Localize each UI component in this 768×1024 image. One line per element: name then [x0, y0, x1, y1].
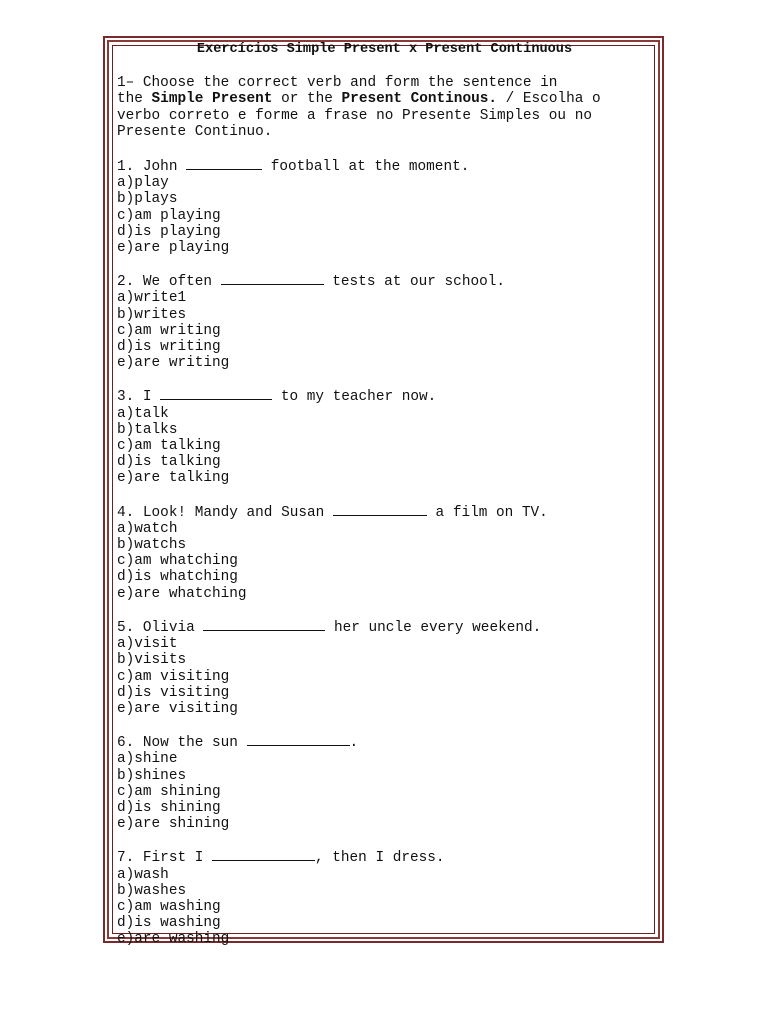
option-e[interactable]: e)are talking — [117, 470, 230, 487]
question-text-before: 2. We often — [117, 274, 221, 291]
option-d[interactable]: d)is playing — [117, 223, 221, 240]
instructions — [117, 75, 652, 140]
option-d[interactable]: d)is talking — [117, 454, 221, 471]
question-2 — [117, 272, 652, 371]
question-stem — [117, 387, 652, 405]
instructions-text: or the — [272, 91, 342, 108]
option-b[interactable]: b)washes — [117, 882, 187, 899]
option-b[interactable]: b)watchs — [117, 537, 187, 554]
option-a[interactable]: a)play — [117, 175, 169, 192]
option-a[interactable]: a)visit — [117, 636, 178, 653]
question-text-after: her uncle every weekend. — [325, 619, 542, 636]
question-text-after: to my teacher now. — [272, 389, 437, 406]
option-d[interactable]: d)is writing — [117, 339, 221, 356]
option-e[interactable]: e)are washing — [117, 931, 230, 948]
question-stem — [117, 503, 652, 521]
option-e[interactable]: e)are visiting — [117, 700, 238, 717]
option-d[interactable]: d)is washing — [117, 915, 221, 932]
option-a[interactable]: a)wash — [117, 866, 169, 883]
option-e[interactable]: e)are playing — [117, 240, 230, 257]
question-text-before: 3. I — [117, 389, 161, 406]
question-stem — [117, 618, 652, 636]
option-b[interactable]: b)visits — [117, 652, 187, 669]
option-c[interactable]: c)am talking — [117, 438, 221, 455]
answer-blank[interactable] — [221, 272, 324, 285]
question-text-before: 1. John — [117, 159, 187, 176]
option-e[interactable]: e)are writing — [117, 355, 230, 372]
question-text-before: 6. Now the sun — [117, 735, 247, 752]
option-b[interactable]: b)talks — [117, 421, 178, 438]
answer-blank[interactable] — [203, 618, 325, 631]
option-a[interactable]: a)watch — [117, 520, 178, 537]
option-a[interactable]: a)write1 — [117, 290, 187, 307]
worksheet-content — [117, 42, 652, 964]
answer-blank[interactable] — [186, 157, 262, 170]
instructions-text: / Escolha o — [497, 91, 601, 108]
option-c[interactable]: c)am playing — [117, 207, 221, 224]
option-d[interactable]: d)is shining — [117, 799, 221, 816]
question-text-after: a film on TV. — [426, 504, 548, 521]
instructions-text: the — [117, 91, 152, 108]
option-d[interactable]: d)is visiting — [117, 684, 230, 701]
question-stem — [117, 272, 652, 290]
answer-blank[interactable] — [160, 387, 272, 400]
instructions-line-1: 1– Choose the correct verb and form the sentence in — [117, 75, 558, 92]
question-text-after: . — [349, 735, 359, 752]
option-c[interactable]: c)am washing — [117, 898, 221, 915]
option-c[interactable]: c)am whatching — [117, 553, 238, 570]
option-e[interactable]: e)are shining — [117, 816, 230, 833]
question-3 — [117, 387, 652, 486]
option-b[interactable]: b)writes — [117, 306, 187, 323]
question-1 — [117, 157, 652, 256]
question-text-before: 7. First I — [117, 850, 212, 867]
question-7 — [117, 848, 652, 947]
question-text-after: football at the moment. — [262, 159, 470, 176]
instructions-line-3: verbo correto e forme a frase no Presente Simples ou no — [117, 107, 592, 124]
option-c[interactable]: c)am writing — [117, 322, 221, 339]
option-d[interactable]: d)is whatching — [117, 569, 238, 586]
question-text-after: tests at our school. — [323, 274, 505, 291]
question-text-after: , then I dress. — [315, 850, 445, 867]
simple-present-term: Simple Present — [151, 91, 273, 108]
answer-blank[interactable] — [247, 733, 350, 746]
question-5 — [117, 618, 652, 717]
question-text-before: 4. Look! Mandy and Susan — [117, 504, 333, 521]
present-continuous-term: Present Continous. — [341, 91, 497, 108]
question-text-before: 5. Olivia — [117, 619, 204, 636]
question-4 — [117, 503, 652, 602]
question-stem — [117, 157, 652, 175]
option-e[interactable]: e)are whatching — [117, 585, 247, 602]
instructions-line-4: Presente Continuo. — [117, 123, 273, 140]
instructions-line-2 — [117, 91, 652, 107]
question-stem — [117, 733, 652, 751]
answer-blank[interactable] — [333, 503, 427, 516]
option-b[interactable]: b)shines — [117, 767, 187, 784]
option-a[interactable]: a)shine — [117, 751, 178, 768]
question-6 — [117, 733, 652, 832]
question-stem — [117, 848, 652, 866]
option-b[interactable]: b)plays — [117, 191, 178, 208]
option-c[interactable]: c)am shining — [117, 783, 221, 800]
worksheet-title: Exercícios Simple Present x Present Continuous — [196, 42, 573, 57]
option-a[interactable]: a)talk — [117, 405, 169, 422]
answer-blank[interactable] — [212, 848, 315, 861]
option-c[interactable]: c)am visiting — [117, 668, 230, 685]
